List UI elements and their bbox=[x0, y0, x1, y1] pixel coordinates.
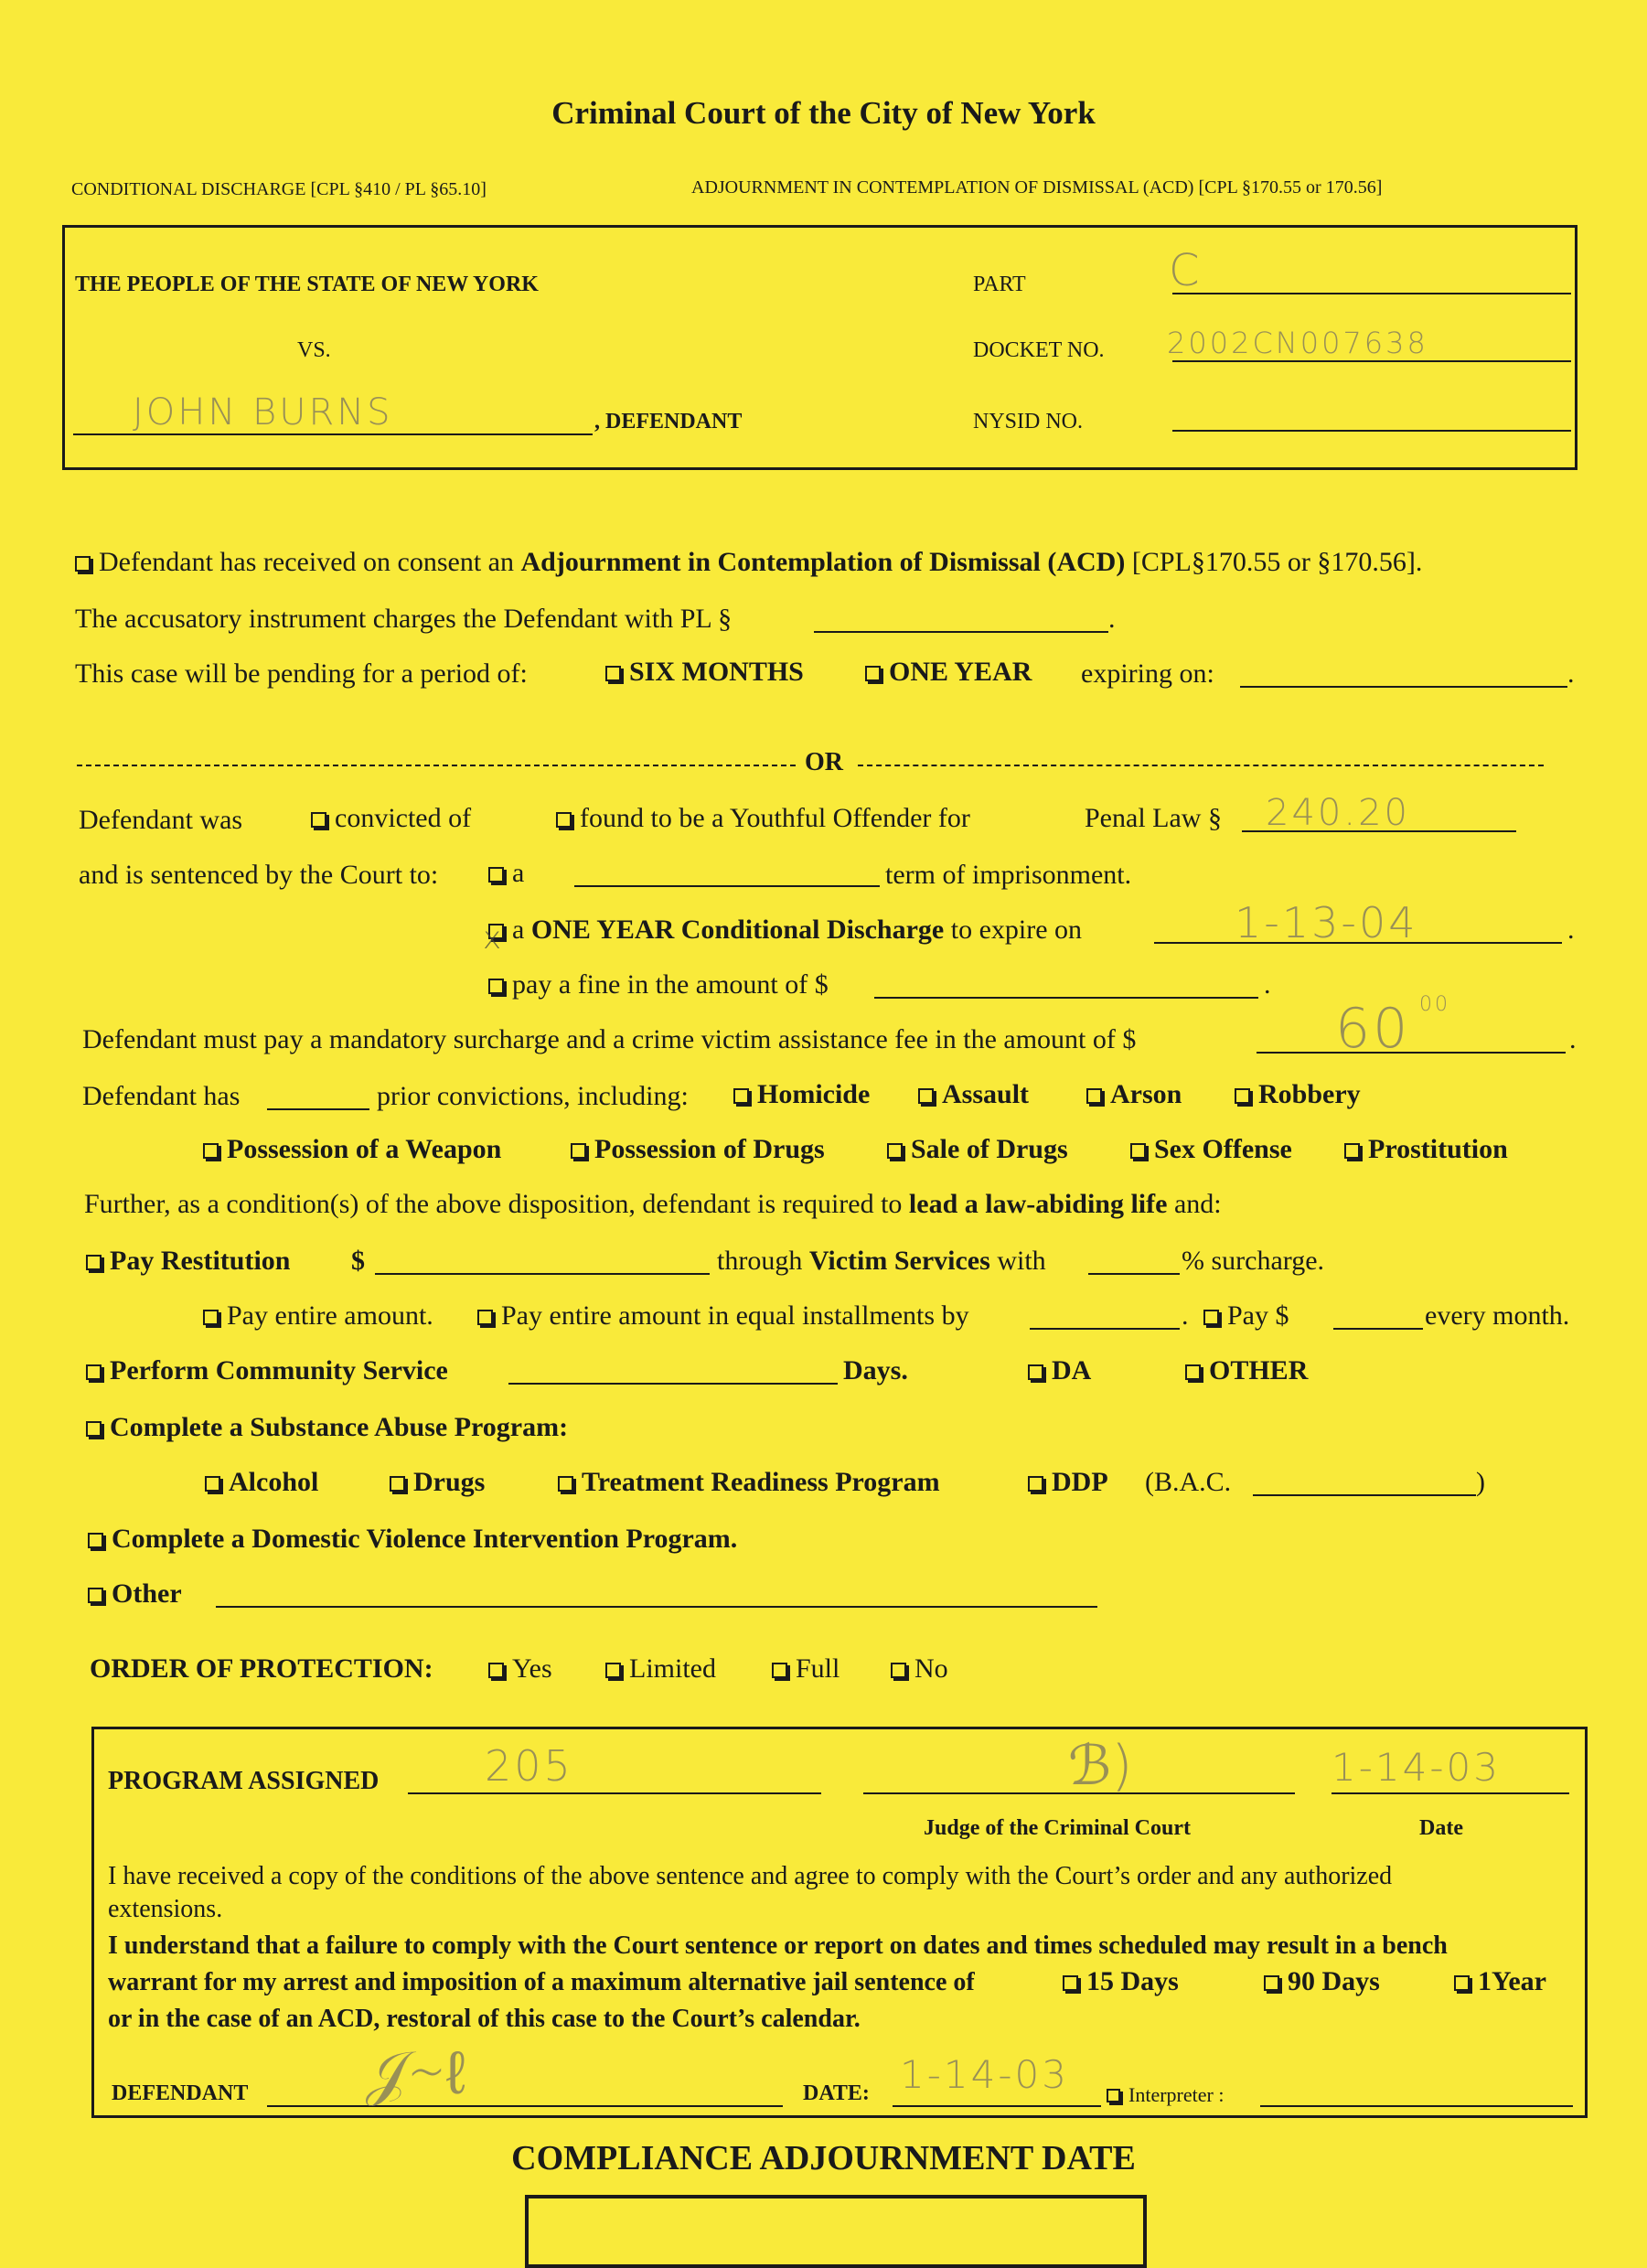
program-assigned-handwritten: 205 bbox=[485, 1741, 573, 1791]
treatment-option[interactable]: Treatment Readiness Program bbox=[558, 1467, 940, 1498]
jail-90-days-checkbox[interactable] bbox=[1264, 1975, 1279, 1991]
sign-date-line bbox=[893, 2105, 1101, 2107]
other-condition-option[interactable]: Other bbox=[88, 1578, 182, 1610]
people-label: THE PEOPLE OF THE STATE OF NEW YORK bbox=[75, 273, 539, 296]
penal-law-label: Penal Law § bbox=[1085, 803, 1222, 833]
da-option[interactable]: DA bbox=[1028, 1355, 1091, 1386]
every-month-label: every month. bbox=[1425, 1300, 1570, 1331]
da-checkbox[interactable] bbox=[1028, 1364, 1043, 1380]
community-service-checkbox[interactable] bbox=[86, 1364, 102, 1380]
protection-label: ORDER OF PROTECTION: bbox=[90, 1653, 433, 1684]
sign-date-label: DATE: bbox=[803, 2081, 870, 2105]
surcharge-pct-line bbox=[1088, 1273, 1180, 1275]
treatment-checkbox[interactable] bbox=[558, 1476, 573, 1492]
surcharge-handwritten: 60 bbox=[1335, 997, 1411, 1061]
ddp-option[interactable]: DDP bbox=[1028, 1467, 1108, 1498]
pay-monthly-option[interactable]: Pay $ bbox=[1203, 1300, 1289, 1332]
pay-monthly-checkbox[interactable] bbox=[1203, 1310, 1219, 1325]
defendant-signature: 𝒥∼ℓ bbox=[366, 2038, 465, 2108]
community-service-option[interactable]: Perform Community Service bbox=[86, 1355, 448, 1386]
other-cs-checkbox[interactable] bbox=[1185, 1364, 1201, 1380]
acknowledgement-text: I have received a copy of the conditions of the above sentence and agree to comply with the Court’s order and any authorized bbox=[108, 1862, 1393, 1890]
restitution-amount-line bbox=[375, 1273, 710, 1275]
restitution-checkbox[interactable] bbox=[86, 1255, 102, 1270]
robbery-option[interactable]: Robbery bbox=[1235, 1079, 1361, 1110]
prostitution-checkbox[interactable] bbox=[1344, 1143, 1360, 1159]
drugs-possession-checkbox[interactable] bbox=[571, 1143, 586, 1159]
drugs-possession-option[interactable]: Possession of Drugs bbox=[571, 1134, 825, 1165]
sex-offense-checkbox[interactable] bbox=[1130, 1143, 1146, 1159]
interpreter-option[interactable]: Interpreter : bbox=[1107, 2083, 1224, 2107]
warning-text-1: I understand that a failure to comply with the Court sentence or report on dates and times scheduled may result in a bench bbox=[108, 1931, 1448, 1960]
interpreter-line bbox=[1260, 2105, 1573, 2107]
homicide-checkbox[interactable] bbox=[733, 1088, 749, 1104]
or-divider-left bbox=[77, 765, 796, 766]
fine-line bbox=[874, 997, 1258, 999]
youthful-checkbox[interactable] bbox=[556, 812, 572, 828]
jail-1-year-checkbox[interactable] bbox=[1454, 1975, 1470, 1991]
other-condition-line bbox=[216, 1606, 1097, 1608]
penal-law-handwritten: 240.20 bbox=[1266, 792, 1410, 834]
defendant-was-label: Defendant was bbox=[79, 805, 243, 835]
expiring-line bbox=[1240, 686, 1567, 688]
part-line bbox=[1172, 293, 1571, 294]
installments-option[interactable]: Pay entire amount in equal installments by bbox=[477, 1300, 969, 1332]
imprisonment-option[interactable]: a bbox=[488, 858, 524, 889]
sex-offense-option[interactable]: Sex Offense bbox=[1130, 1134, 1292, 1165]
sentenced-label: and is sentenced by the Court to: bbox=[79, 860, 439, 890]
bac-line bbox=[1253, 1494, 1476, 1496]
restitution-dollar: $ bbox=[351, 1246, 365, 1276]
six-months-option[interactable]: SIX MONTHS bbox=[605, 657, 804, 688]
judge-date-line bbox=[1332, 1792, 1569, 1794]
defendant-name-line bbox=[73, 433, 593, 435]
protection-limited-checkbox[interactable] bbox=[605, 1663, 621, 1678]
robbery-checkbox[interactable] bbox=[1235, 1088, 1250, 1104]
assault-option[interactable]: Assault bbox=[918, 1079, 1029, 1110]
prostitution-option[interactable]: Prostitution bbox=[1344, 1134, 1508, 1165]
arson-option[interactable]: Arson bbox=[1086, 1079, 1182, 1110]
expiring-label: expiring on: bbox=[1081, 658, 1214, 689]
installments-checkbox[interactable] bbox=[477, 1310, 493, 1325]
jail-15-days-checkbox[interactable] bbox=[1063, 1975, 1078, 1991]
dv-program-option[interactable]: Complete a Domestic Violence Intervention Program. bbox=[88, 1524, 737, 1555]
bac-close: ) bbox=[1476, 1467, 1485, 1497]
community-days-line bbox=[508, 1383, 838, 1385]
other-option-cs[interactable]: OTHER bbox=[1185, 1355, 1308, 1386]
nysid-line bbox=[1172, 430, 1571, 432]
alcohol-checkbox[interactable] bbox=[205, 1476, 220, 1492]
protection-full-checkbox[interactable] bbox=[772, 1663, 787, 1678]
substance-abuse-checkbox[interactable] bbox=[86, 1421, 102, 1437]
judge-date-handwritten: 1-14-03 bbox=[1332, 1745, 1501, 1790]
drugs-checkbox[interactable] bbox=[390, 1476, 405, 1492]
judge-signature: ℬ) bbox=[1068, 1734, 1133, 1798]
term-label: term of imprisonment. bbox=[885, 860, 1132, 890]
warning-text-3: or in the case of an ACD, restoral of this case to the Court’s calendar. bbox=[108, 2005, 861, 2033]
pay-entire-option[interactable]: Pay entire amount. bbox=[203, 1300, 433, 1332]
surcharge-pct-label: % surcharge. bbox=[1182, 1246, 1325, 1276]
weapon-checkbox[interactable] bbox=[203, 1143, 219, 1159]
prior-has-label: Defendant has bbox=[82, 1081, 241, 1111]
acd-statute-label: ADJOURNMENT IN CONTEMPLATION OF DISMISSAL (ACD) [CPL §170.55 or 170.56] bbox=[691, 177, 1383, 198]
acd-charge-label: The accusatory instrument charges the Defendant with PL § bbox=[75, 604, 733, 634]
fine-checkbox[interactable] bbox=[488, 979, 504, 994]
or-label: OR bbox=[805, 748, 843, 776]
drugs-option[interactable]: Drugs bbox=[390, 1467, 485, 1498]
protection-no-checkbox[interactable] bbox=[891, 1663, 906, 1678]
cd-expire-handwritten: 1-13-04 bbox=[1235, 898, 1418, 947]
fine-option[interactable]: pay a fine in the amount of $ bbox=[488, 969, 829, 1000]
imprisonment-line bbox=[574, 885, 880, 887]
prior-label: prior convictions, including: bbox=[377, 1081, 689, 1111]
docket-value-handwritten: 2002CN007638 bbox=[1167, 326, 1428, 360]
acd-checkbox[interactable] bbox=[75, 556, 91, 572]
surcharge-cents-handwritten: 00 bbox=[1419, 993, 1450, 1016]
prior-count-line bbox=[267, 1108, 369, 1110]
drugs-sale-checkbox[interactable] bbox=[887, 1143, 903, 1159]
imprisonment-checkbox[interactable] bbox=[488, 867, 504, 883]
defendant-signature-line bbox=[267, 2105, 783, 2107]
vs-label: VS. bbox=[297, 338, 331, 362]
dv-program-checkbox[interactable] bbox=[88, 1533, 103, 1548]
jail-15-days-option[interactable]: 15 Days bbox=[1063, 1966, 1179, 1997]
program-assigned-label: PROGRAM ASSIGNED bbox=[108, 1767, 380, 1795]
homicide-option[interactable]: Homicide bbox=[733, 1079, 870, 1110]
compliance-heading: COMPLIANCE ADJOURNMENT DATE bbox=[511, 2139, 1136, 2177]
bac-label: (B.A.C. bbox=[1145, 1467, 1232, 1497]
days-label: Days. bbox=[843, 1355, 908, 1385]
part-value-handwritten: C bbox=[1169, 245, 1203, 296]
acd-line-1: Defendant has received on consent an Adjournment in Contemplation of Dismissal (ACD) [CPL§170.55 or §170.56]. bbox=[75, 547, 1422, 578]
one-year-checkbox[interactable] bbox=[865, 666, 881, 681]
weapon-option[interactable]: Possession of a Weapon bbox=[203, 1134, 501, 1165]
conditional-discharge-option[interactable]: a ONE YEAR Conditional Discharge to expire on bbox=[488, 915, 1082, 946]
interpreter-checkbox[interactable] bbox=[1107, 2089, 1120, 2102]
jail-90-days-option[interactable]: 90 Days bbox=[1264, 1966, 1380, 1997]
convicted-option[interactable]: convicted of bbox=[311, 803, 471, 834]
protection-no-option[interactable]: No bbox=[891, 1653, 948, 1685]
other-condition-checkbox[interactable] bbox=[88, 1588, 103, 1603]
acd-period-label: This case will be pending for a period of: bbox=[75, 658, 528, 689]
victim-services-label: through Victim Services with bbox=[717, 1246, 1046, 1276]
or-divider-right bbox=[858, 765, 1544, 766]
six-months-checkbox[interactable] bbox=[605, 666, 621, 681]
surcharge-line bbox=[1257, 1052, 1566, 1054]
date-label: Date bbox=[1419, 1816, 1463, 1840]
arson-checkbox[interactable] bbox=[1086, 1088, 1102, 1104]
defendant-name-handwritten: JOHN BURNS bbox=[133, 391, 393, 433]
cd-statute-label: CONDITIONAL DISCHARGE [CPL §410 / PL §65.10] bbox=[71, 179, 487, 199]
page-title: Criminal Court of the City of New York bbox=[551, 95, 1096, 131]
sign-date-handwritten: 1-14-03 bbox=[900, 2052, 1069, 2097]
part-label: PART bbox=[973, 273, 1026, 296]
protection-yes-option[interactable]: Yes bbox=[488, 1653, 552, 1685]
jail-1-year-option[interactable]: 1Year bbox=[1454, 1966, 1546, 1997]
substance-abuse-option[interactable]: Complete a Substance Abuse Program: bbox=[86, 1412, 568, 1443]
assault-checkbox[interactable] bbox=[918, 1088, 934, 1104]
warning-text-2: warrant for my arrest and imposition of a maximum alternative jail sentence of bbox=[108, 1968, 975, 1996]
program-assigned-line bbox=[408, 1792, 821, 1794]
protection-limited-option[interactable]: Limited bbox=[605, 1653, 716, 1685]
compliance-date-box bbox=[525, 2195, 1147, 2268]
alcohol-option[interactable]: Alcohol bbox=[205, 1467, 318, 1498]
drugs-sale-option[interactable]: Sale of Drugs bbox=[887, 1134, 1068, 1165]
docket-line bbox=[1172, 360, 1571, 362]
judge-label: Judge of the Criminal Court bbox=[924, 1816, 1191, 1840]
surcharge-label: Defendant must pay a mandatory surcharge and a crime victim assistance fee in the amount of $ bbox=[82, 1024, 1137, 1054]
acknowledgement-text-2: extensions. bbox=[108, 1895, 223, 1923]
further-conditions-label: Further, as a condition(s) of the above disposition, defendant is required to lead a law-abiding life and: bbox=[84, 1189, 1222, 1219]
restitution-option[interactable]: Pay Restitution bbox=[86, 1246, 291, 1277]
youthful-option[interactable]: found to be a Youthful Offender for bbox=[556, 803, 970, 834]
convicted-checkbox[interactable] bbox=[311, 812, 326, 828]
docket-label: DOCKET NO. bbox=[973, 338, 1105, 362]
installments-line bbox=[1030, 1328, 1180, 1330]
protection-yes-checkbox[interactable] bbox=[488, 1663, 504, 1678]
one-year-option[interactable]: ONE YEAR bbox=[865, 657, 1032, 688]
protection-full-option[interactable]: Full bbox=[772, 1653, 840, 1685]
nysid-label: NYSID NO. bbox=[973, 410, 1083, 433]
defendant-label: , DEFENDANT bbox=[594, 410, 743, 433]
pay-entire-checkbox[interactable] bbox=[203, 1310, 219, 1325]
defendant-signature-label: DEFENDANT bbox=[112, 2081, 249, 2105]
acd-charge-line bbox=[814, 631, 1108, 633]
ddp-checkbox[interactable] bbox=[1028, 1476, 1043, 1492]
pay-monthly-line bbox=[1333, 1328, 1423, 1330]
